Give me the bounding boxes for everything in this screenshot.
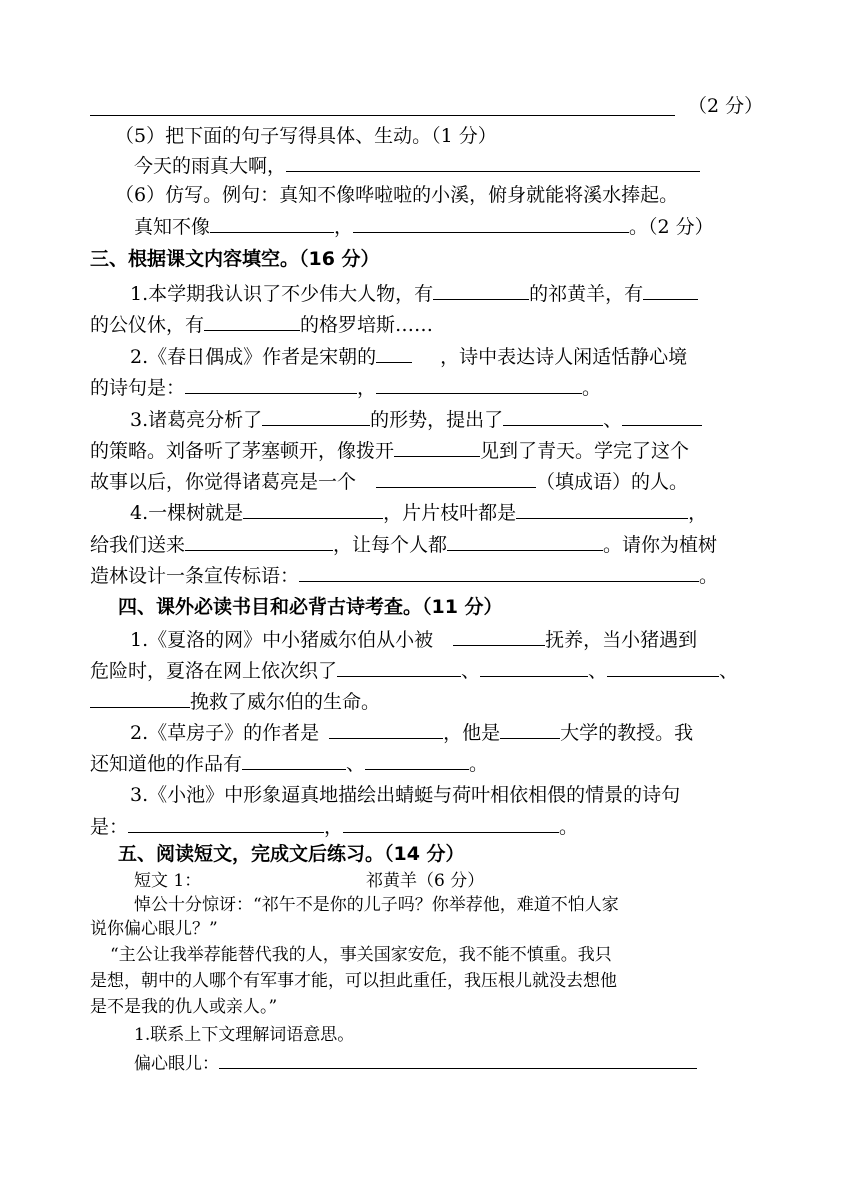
answer-blank[interactable] <box>185 375 357 394</box>
answer-blank[interactable] <box>503 407 603 426</box>
passage-line: “主公让我举荐能替代我的人，事关国家安危，我不能不慎重。我只 <box>110 945 612 965</box>
part3-q3-line1 <box>130 407 702 432</box>
answer-blank[interactable] <box>343 814 559 833</box>
text: 抚养，当小猪遇到 <box>545 629 698 651</box>
text: 见到了青天。学完了这个 <box>480 440 690 462</box>
answer-blank[interactable] <box>376 375 582 394</box>
text: 危险时，夏洛在网上依次织了 <box>90 660 338 682</box>
answer-blank[interactable] <box>90 689 190 708</box>
separator: 、 <box>719 660 739 682</box>
answer-blank[interactable] <box>376 469 536 488</box>
part3-q3-line2 <box>90 438 689 463</box>
passage-title: 祁黄羊（6 分） <box>366 871 485 891</box>
text: 3.诸葛亮分析了 <box>130 409 263 431</box>
question-5: （5）把下面的句子写得具体、生动。（1 分） <box>115 125 497 147</box>
answer-blank[interactable] <box>353 214 629 233</box>
separator: 、 <box>461 660 481 682</box>
answer-blank[interactable] <box>204 312 300 331</box>
answer-line <box>90 115 675 116</box>
part3-q4-line3 <box>90 563 718 588</box>
text: 大学的教授。我 <box>560 722 694 744</box>
exercise-1: 1.联系上下文理解词语意思。 <box>134 1025 355 1045</box>
part3-q3-line3 <box>90 469 688 494</box>
answer-blank[interactable] <box>337 658 461 677</box>
part4-q1-line3 <box>90 689 380 714</box>
answer-blank[interactable] <box>376 344 412 363</box>
answer-blank[interactable] <box>185 532 333 551</box>
question-6-answer-row <box>134 214 714 239</box>
answer-blank[interactable] <box>242 751 346 770</box>
text: 是： <box>90 816 129 838</box>
comma: ， <box>324 816 344 838</box>
text: 给我们送来 <box>90 534 186 556</box>
answer-blank[interactable] <box>433 281 529 300</box>
answer-blank[interactable] <box>219 1050 697 1069</box>
text: 挽救了威尔伯的生命。 <box>190 691 381 713</box>
period: 。 <box>469 753 489 775</box>
separator: 、 <box>603 409 623 431</box>
text: 。请你为植树 <box>603 534 718 556</box>
text: ，他是 <box>443 722 501 744</box>
answer-blank[interactable] <box>210 214 334 233</box>
answer-blank[interactable] <box>643 281 698 300</box>
section-heading-5: 五、阅读短文，完成文后练习。（14 分） <box>118 843 465 865</box>
text: 的诗句是： <box>90 377 186 399</box>
part4-q2-line2 <box>90 751 488 776</box>
answer-blank[interactable] <box>447 532 603 551</box>
answer-blank[interactable] <box>262 407 370 426</box>
part4-q3-line2 <box>90 814 578 839</box>
answer-blank[interactable] <box>394 438 480 457</box>
word-label: 偏心眼儿： <box>134 1054 219 1074</box>
text: 的策略。刘备听了茅塞顿开，像拨开 <box>90 440 395 462</box>
part3-q1-line2 <box>90 312 433 337</box>
passage-line: 说你偏心眼儿？” <box>90 919 218 939</box>
part3-q2-line1 <box>130 344 687 369</box>
section-heading-4: 四、课外必读书目和必背古诗考查。（11 分） <box>118 596 503 618</box>
answer-blank[interactable] <box>128 814 324 833</box>
part3-q2-line2 <box>90 375 601 400</box>
passage-line: 悼公十分惊讶：“祁午不是你的儿子吗？你举荐他，难道不怕人家 <box>134 895 619 915</box>
text: 的公仪休，有 <box>90 314 205 336</box>
answer-blank[interactable] <box>286 153 700 172</box>
answer-blank[interactable] <box>516 500 688 519</box>
text: 还知道他的作品有 <box>90 753 243 775</box>
text: 的格罗培斯…… <box>300 314 434 336</box>
question-6-end: 。（2 分） <box>629 216 714 238</box>
text: ，片片枝叶都是 <box>383 502 517 524</box>
passage-line: 是想，朝中的人哪个有军事才能，可以担此重任，我压根儿就没去想他 <box>90 971 617 991</box>
answer-blank[interactable] <box>329 720 443 739</box>
question-6-prefix: 真知不像 <box>134 216 211 238</box>
period: 。 <box>699 565 719 587</box>
answer-blank[interactable] <box>243 500 383 519</box>
answer-blank[interactable] <box>365 751 469 770</box>
exercise-1-answer-row <box>134 1050 697 1075</box>
text: 造林设计一条宣传标语： <box>90 565 300 587</box>
period: 。 <box>559 816 579 838</box>
part4-q1-line2 <box>90 658 738 683</box>
score-label: （2 分） <box>688 95 764 117</box>
text: 3.《小池》中形象逼真地描绘出蜻蜓与荷叶相依相偎的情景的诗句 <box>130 784 681 806</box>
text: （填成语）的人。 <box>536 471 689 493</box>
answer-blank[interactable] <box>480 658 588 677</box>
text: 1.《夏洛的网》中小猪威尔伯从小被 <box>130 629 434 651</box>
question-5-answer-row <box>134 153 700 178</box>
part3-q4-line1 <box>130 500 707 525</box>
answer-blank[interactable] <box>453 627 545 646</box>
part4-q3-line1 <box>130 783 680 807</box>
answer-blank[interactable] <box>607 658 719 677</box>
separator: 、 <box>588 660 608 682</box>
text: 2.《春日偶成》作者是宋朝的 <box>130 346 377 368</box>
answer-blank[interactable] <box>299 563 699 582</box>
comma: ， <box>688 502 708 524</box>
text: ，诗中表达诗人闲适恬静心境 <box>440 346 688 368</box>
text: 4.一棵树就是 <box>130 502 244 524</box>
separator: 、 <box>346 753 366 775</box>
text: ，让每个人都 <box>333 534 448 556</box>
period: 。 <box>582 377 602 399</box>
answer-blank[interactable] <box>500 720 560 739</box>
text: 1.本学期我认识了不少伟大人物，有 <box>130 283 434 305</box>
passage-label: 短文 1： <box>134 871 202 891</box>
comma: ， <box>334 216 354 238</box>
question-5-prefix: 今天的雨真大啊， <box>134 155 287 177</box>
text: 2.《草房子》的作者是 <box>130 722 320 744</box>
text: 的祁黄羊，有 <box>529 283 644 305</box>
section-heading-3: 三、根据课文内容填空。（16 分） <box>90 248 380 270</box>
answer-blank[interactable] <box>622 407 702 426</box>
part4-q2-line1 <box>130 720 693 745</box>
part3-q4-line2 <box>90 532 717 557</box>
comma: ， <box>357 377 377 399</box>
part4-q1-line1 <box>130 627 697 652</box>
text: 故事以后，你觉得诸葛亮是一个 <box>90 471 357 493</box>
part3-q1-line1 <box>130 281 698 306</box>
question-6: （6）仿写。例句：真知不像哗啦啦的小溪，俯身就能将溪水捧起。 <box>115 184 679 206</box>
text: 的形势，提出了 <box>370 409 504 431</box>
passage-line: 是不是我的仇人或亲人。” <box>90 997 278 1017</box>
